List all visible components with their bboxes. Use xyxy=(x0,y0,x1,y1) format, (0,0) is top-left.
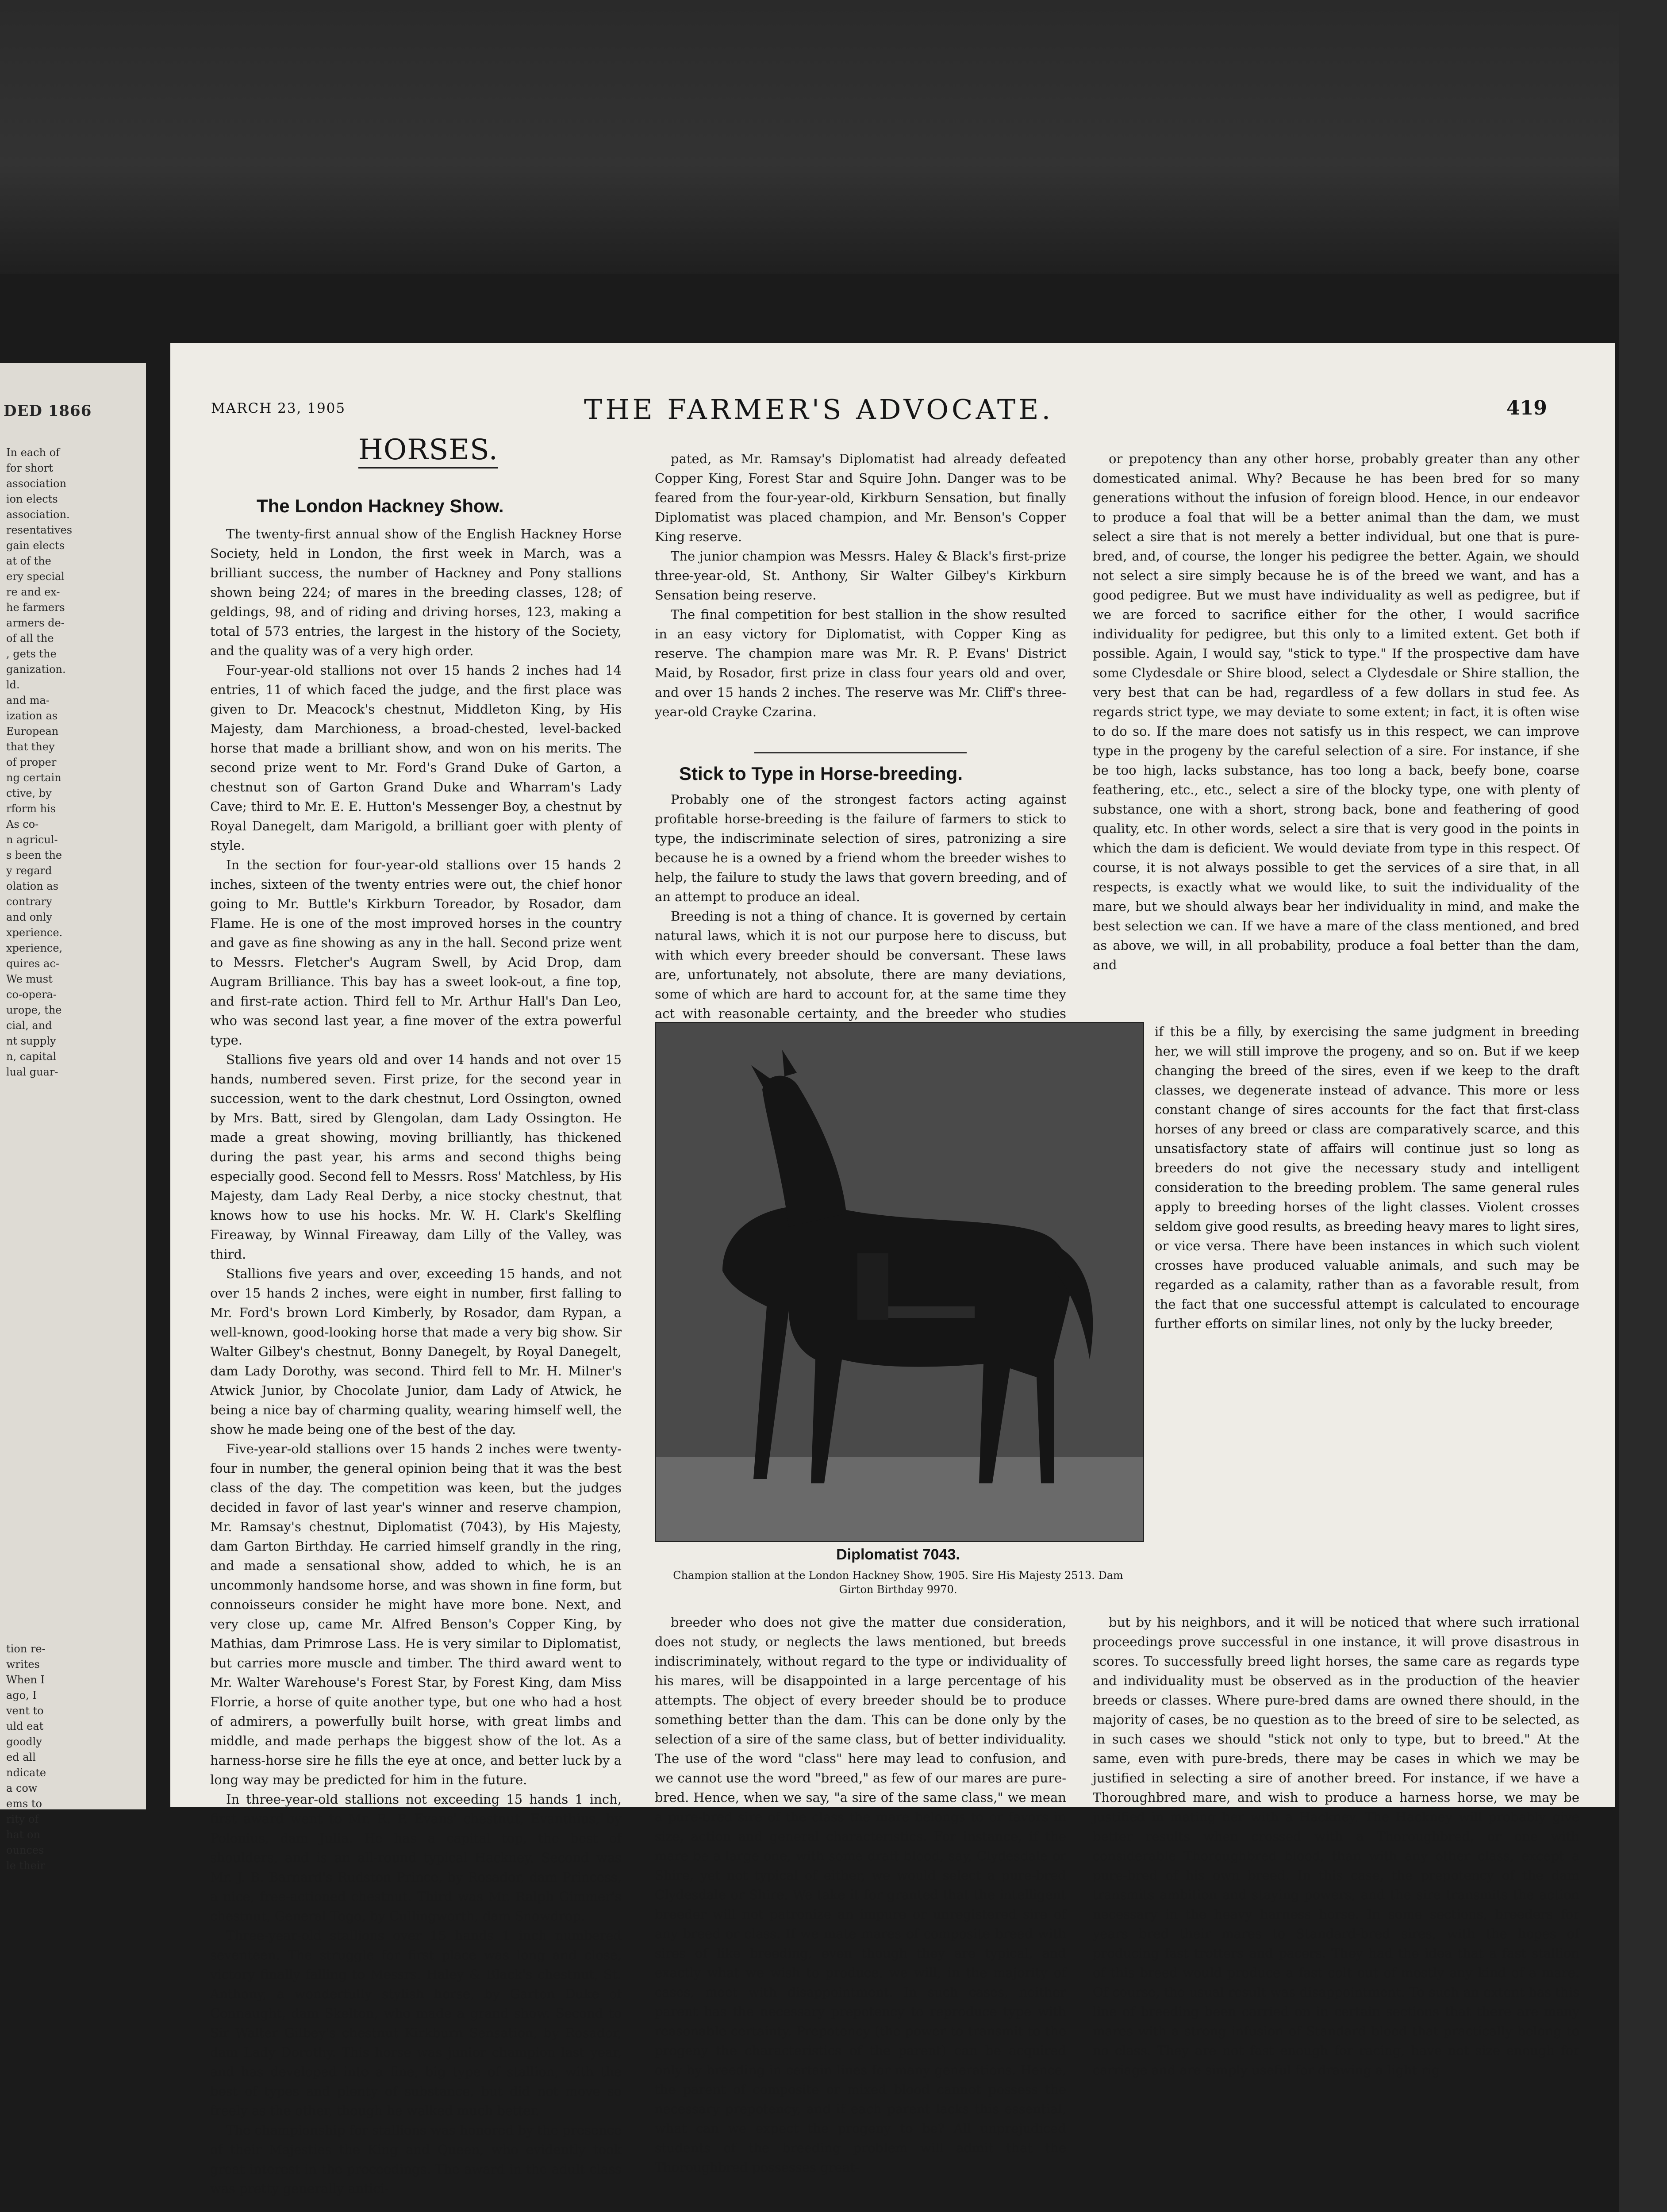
article1-column2 xyxy=(655,449,1066,745)
previous-page-line: urope, the xyxy=(6,1004,62,1016)
article1-paragraph: The twenty-first annual show of the English Hackney Horse Society, held in London, the first week in March, was a brilliant success, the number of Hackney and Pony stallions shown being 224; of mares in the breeding classes, 128; of geldings, 98, and of riding and driving horses, 123, making a total of 573 entries, the largest in the history of the Society, and the quality was of a very high order. xyxy=(210,526,622,658)
previous-page-line: nt supply xyxy=(6,1035,56,1047)
article1-paragraph: Four-year-old stallions not over 15 hands 2 inches had 14 entries, 11 of which faced the judge, and the first place was given to Dr. Meacock's chestnut, Middleton King, by His Majesty, dam Marchioness, a broad-chested, level-backed horse that made a brilliant show, and won on his merits. The second prize went to Mr. Ford's Grand Duke of Garton, a chestnut son of Garton Grand Duke and Wharram's Lady Cave; third to Mr. E. E. Hutton's Messenger Boy, a chestnut by Royal Danegelt, dam Marigold, a brilliant goer with plenty of style. xyxy=(210,663,622,853)
previous-page-line: ago, I xyxy=(6,1689,37,1701)
previous-page-line: ctive, by xyxy=(6,787,52,799)
previous-page-line: hat on xyxy=(6,1828,40,1841)
previous-page-line: ery special xyxy=(6,570,65,583)
article1-title: The London Hackney Show. xyxy=(257,495,504,516)
previous-page-line: European xyxy=(6,725,59,737)
previous-page-line: and ma- xyxy=(6,694,50,707)
previous-page-line: contrary xyxy=(6,895,52,908)
previous-page-line: tion re- xyxy=(6,1643,46,1655)
article1-paragraph: The final competition for best stallion in the show resulted in an easy victory for Diplomatist, with Copper King as reserve. The champion mare was Mr. R. P. Evans' District Maid, by Rosador, first prize in class four years old and over, and over 15 hands 2 inches. The reserve was Mr. Cliff's three-year-old Crayke Czarina. xyxy=(655,607,1066,719)
header-title: THE FARMER'S ADVOCATE. xyxy=(584,393,1054,426)
previous-page-line: y regard xyxy=(6,864,52,877)
previous-page-line: When I xyxy=(6,1674,45,1686)
previous-page-line: s been the xyxy=(6,849,62,861)
previous-page-line: of proper xyxy=(6,756,57,768)
article1-paragraph: Three-year-old stallions over 15 hands 1 inch numbered seventeen. The struggle for first place was long and close, victory finally falling to Messrs. Haley & Black's chestnut, St. Anthony, a wonderfully stylish horse, by Garton Duke of Connaught, dam Skelton, who made a grand show. Second to Sir Walter Gilbey's chestnut Kirkburn Sensation, by Rosador, dam Lady Dorothy. This horse was junior champion last year, and has developed into a fine, big type of stallion, with the best of types and plenty of substance, but did not move so freely as the other, though he walked much better. xyxy=(210,1928,622,2118)
article2-paragraph: but by his neighbors, and it will be noticed that where such irrational proceedings prove successful in one instance, it will prove disastrous in scores. To successfully breed light horses, the same care as regards type and individuality must be observed as in the production of the heavier breeds or classes. Where pure-bred dams are owned there should, in the majority of cases, be no question as to the breed of sire to be selected, as in such cases we should "stick not only to type, but to breed." At the same, even with pure-breds, there may be cases in which we may be justified in selecting a sire of another breed. For instance, if we have a Thoroughbred mare, and wish to produce a harness horse, we may be justified in mating her with a Hackney. The Hackney will probably give better results when crossed with a Thoroughbred, or one with considerable Thoroughbred blood, than with any other class, except a pure-bred of his own breed. In this case, the prepotency of the dam transmits ambition and staying powers, and the sire transmits the action necessary in the heavy harness horse. In some sections, breeders for years bred their mares to Standard-bred sires, with the hopes of producing fast trotters and pacers. They had the idea that a fast stallion of this breed would produce a fast colt out of mostly any kind of a mare. Of course, the usual result was disappointment. To such an extent has this line of breeding been carried on in certain sections that there are many mares with a strong infusion of Standard blood that practically belong to no class. They are not fast enough for racing, have not size enough for carriage and are simply useful for drawing a light rig xyxy=(1093,1615,1579,2078)
previous-page-line: of all the xyxy=(6,632,54,645)
film-strip-top xyxy=(0,0,1667,274)
previous-page-line: vent to xyxy=(6,1705,44,1717)
previous-page-header: DED 1866 xyxy=(4,402,92,420)
previous-page-line: olation as xyxy=(6,880,58,892)
previous-page-line: he farmers xyxy=(6,601,65,614)
article2-paragraph: Probably one of the strongest factors acting against profitable horse-breeding is the failure of farmers to stick to type, the indiscriminate selection of sires, patronizing a sire because he is a owned by a friend whom the breeder wishes to help, the failure to study the laws that govern breeding, and of an attempt to produce an ideal. xyxy=(655,792,1066,904)
article2-paragraph: Breeding is not a thing of chance. It is governed by certain natural laws, which it is not our purpose here to discuss, but with which every breeder should be conversant. These laws are, unfortunately, not absolute, there are many deviations, some of which are hard to account for, at the same time they act with reasonable certainty, and the breeder who studies xyxy=(655,909,1066,1021)
article2-column2-bottom xyxy=(655,1613,1066,2175)
article2-paragraph: or prepotency than any other horse, probably greater than any other domesticated animal. Why? Because he has been bred for so many generations without the infusion of foreign blood. Hence, in our endeavor to produce a foal that will be a better animal than the dam, we must select a sire that is not merely a better individual, but one that is pure-bred, and, of course, the longer his pedigree the better. Again, we should not select a sire simply because he is of the breed we want, and has a good pedigree. But we must have individuality as well as pedigree, but if we are forced to sacrifice either for the other, I would sacrifice individuality for pedigree, but this only to a limited extent. Get both if possible. Again, I would say, "stick to type." If the prospective dam have some Clydesdale or Shire blood, select a Clydesdale or Shire stallion, the very best that can be had, regardless of a few dollars in stud fee. As regards strict type, we may deviate to some extent; in fact, it is often wise to do so. If the mare does not satisfy us in this respect, we can improve type in the progeny by the careful selection of a sire. For instance, if she be too high, lacks substance, has too long a back, beefy bone, coarse feathering, etc., etc., select a sire of the blocky type, one with plenty of substance, one with a short, strong back, bone and feathering of good quality, etc. In other words, select a sire that is very good in the points in which the dam is deficient. We would deviate from type in this respect. Of course, it is not always possible to get the services of a sire that, in all respects, is exactly what we would like, to suit the individuality of the mare, but we should always bear her individuality in mind, and make the best selection we can. If we have a mare of the class mentioned, and bred as above, we will, in all probability, produce a foal better than the dam, and xyxy=(1093,451,1579,972)
article2-title: Stick to Type in Horse-breeding. xyxy=(679,763,963,784)
header-date: MARCH 23, 1905 xyxy=(211,400,346,416)
article1-paragraph: The championship for stallions was honored by the presence of their Majesties the King and Queen, who evidently took great interest in the proceedings. The award in the adult class was pretty generally antici- xyxy=(210,2123,622,2196)
previous-page-line: association xyxy=(6,477,67,490)
previous-page-line: As co- xyxy=(6,818,39,830)
previous-page-line: writes xyxy=(6,1658,40,1671)
previous-page-line: ems to xyxy=(6,1797,42,1810)
previous-page-line: In each of xyxy=(6,446,60,459)
article1-paragraph: The junior champion was Messrs. Haley & Black's first-prize three-year-old, St. Anthony, Sir Walter Gilbey's Kirkburn Sensation being reserve. xyxy=(655,549,1066,603)
previous-page-line: n agricul- xyxy=(6,833,58,846)
newspaper-page xyxy=(170,343,1615,2196)
previous-page-line: , gets the xyxy=(6,648,57,660)
previous-page-column-b xyxy=(6,1641,112,1874)
section-heading: HORSES. xyxy=(358,434,498,469)
previous-page-line: lual guar- xyxy=(6,1066,58,1078)
horse-illustration xyxy=(656,1023,1143,1541)
previous-page-line: le their xyxy=(6,1859,45,1872)
previous-page-line: rity of xyxy=(6,1813,39,1825)
previous-page-line: ld. xyxy=(6,679,20,691)
previous-page-line: ganization. xyxy=(6,663,66,676)
previous-page-line: ng certain xyxy=(6,772,61,784)
article1-paragraph: Stallions five years and over, exceeding 15 hands, and not over 15 hands 2 inches, were eight in number, first falling to Mr. Ford's brown Lord Kimberly, by Rosador, dam Rypan, a well-known, good-looking horse that made a very big show. Sir Walter Gilbey's chestnut, Bonny Danegelt, by Royal Danegelt, dam Lady Dorothy, was second. Third fell to Mr. H. Milner's Atwick Junior, by Chocolate Junior, dam Lady of Atwick, he being a nice bay of charming quality, wearing himself well, the show he made being one of the best of the day. xyxy=(210,1266,622,1437)
previous-page-line: re and ex- xyxy=(6,586,60,598)
previous-page-line: xperience. xyxy=(6,926,63,939)
previous-page-line: co-opera- xyxy=(6,988,57,1001)
previous-page-line: ion elects xyxy=(6,493,58,505)
figure-title: Diplomatist 7043. xyxy=(836,1546,960,1563)
previous-page-line: association. xyxy=(6,508,70,521)
previous-page-line: We must xyxy=(6,973,53,985)
previous-page-line: xperience, xyxy=(6,942,63,954)
previous-page-line: ed all xyxy=(6,1751,36,1763)
previous-page-line: a cow xyxy=(6,1782,38,1794)
previous-page-line: that they xyxy=(6,741,55,753)
article2-paragraph: breeder who does not give the matter due consideration, does not study, or neglects the laws mentioned, but breeds indiscriminately, without regard to the type or individuality of his mares, will be disappointed in a large percentage of his attempts. The object of every breeder should be to produce something better than the dam. This can be done only by the selection of a sire of the same class, but of better individuality. The use of the word "class" here may lead to confusion, and we cannot use the word "breed," as few of our mares are pure-bred. Hence, when we say, "a sire of the same class," we mean a pure-bred sire of the class the mare belongs to or favors in size, action and general characteristics. For instance, if the mare be a large one, with some draft blood, say, Clydesdale or Shire, yet not typical of either, we would select a pure-bred Clydesdale or Shire. We take it for granted that the intelligent breeder will not patronize an impure or unregistered sire of any breed or class. If we mate mares of composite breed with sires of like breeding, even though they are typical, and exactly what we wish to produce, we will, in the majority of cases, meet with disappointment. In such cases, neither parent has the necessary prepotency to reproduce type with reasonable certainty. Prepotency (the power to transmit to the progeny the characteristics of the parent) can be acquired only by breeding in certain lines for many generations. Hence, the parent of composite or mixed blood cannot possess the necessary prepotency, and if each parent lacks this essential, what can we expect the progeny to be? All unprejudiced students of the breeding problem will admit that the Thoroughbred possesses great- xyxy=(655,1615,1066,2175)
page-number: 419 xyxy=(1506,397,1547,419)
previous-page-line: gain elects xyxy=(6,539,65,552)
article2-column3-wrap: if this be a filly, by exercising the same judgment in breeding her, we will still improve the progeny, and so on. But if we keep changing the breed of the sires, even if we keep to the draft classes, we degenerate instead of advance. This more or less constant change of sires accounts for the fact that first-class horses of any breed or class are comparatively scarce, and this unsatisfactory state of affairs will continue just so long as breeders do not give the necessary study and intelligent consideration to the breeding problem. The same general rules apply to breeding horses of the light classes. Violent crosses seldom give good results, as breeding heavy mares to light sires, or vice versa. There have been instances in which such violent crosses have produced valuable animals, and such may be regarded as a calamity, rather than as a favorable result, from the fact that one successful attempt is calculated to encourage further efforts on similar lines, not only by the lucky breeder, xyxy=(1155,1024,1579,1331)
article1-paragraph: Stallions five years old and over 14 hands and not over 15 hands, numbered seven. First prize, for the second year in succession, went to the dark chestnut, Lord Ossington, owned by Mrs. Batt, sired by Glengolan, dam Lady Ossington. He made a great showing, moving brilliantly, has thickened during the past year, his arms and second thighs being especially good. Second fell to Messrs. Ross' Matchless, by His Majesty, dam Lady Real Derby, a nice stocky chestnut, that knows how to use his hocks. Mr. W. H. Clark's Skelfling Fireaway, by Winnal Fireaway, dam Lilly of the Valley, was third. xyxy=(210,1052,622,1262)
previous-page-line: quires ac- xyxy=(6,957,59,970)
article2-column2-top xyxy=(655,790,1066,1020)
previous-page-line: for short xyxy=(6,462,53,474)
previous-page-line: goodly xyxy=(6,1736,42,1748)
figure-caption: Champion stallion at the London Hackney Show, 1905. Sire His Majesty 2513. Dam Girton Birthday 9970. xyxy=(673,1569,1123,1596)
previous-page-line: ization as xyxy=(6,710,58,722)
previous-page-fragment xyxy=(0,363,146,1872)
previous-page-line: ounces xyxy=(6,1844,44,1856)
article2-column3-top xyxy=(1093,449,1579,1020)
previous-page-line: cial, and xyxy=(6,1019,52,1032)
scan-edge xyxy=(1619,0,1667,2212)
previous-page-line: n, capital xyxy=(6,1050,57,1063)
previous-page-line: resentatives xyxy=(6,524,73,536)
previous-page-column-a xyxy=(6,445,112,1080)
article2-column3-bottom xyxy=(1093,1613,1579,2078)
article-divider xyxy=(754,752,967,753)
article1-paragraph: In the section for four-year-old stallions over 15 hands 2 inches, sixteen of the twenty entries were out, the chief honor going to Mr. Buttle's Kirkburn Toreador, by Rosador, dam Flame. He is one of the most improved horses in the country and gave as fine showing as any in the hall. Second prize went to Messrs. Fletcher's Augram Swell, by Acid Drop, dam Augram Brilliance. This bay has a sweet look-out, a fine top, and first-rate action. Third fell to Mr. Arthur Hall's Dan Leo, who was second last year, a fine mover of the extra powerful type. xyxy=(210,857,622,1048)
previous-page-line: and only xyxy=(6,911,52,923)
previous-page-line: at of the xyxy=(6,555,51,567)
previous-page-line: rform his xyxy=(6,803,56,815)
article1-paragraph: pated, as Mr. Ramsay's Diplomatist had already defeated Copper King, Forest Star and Squire John. Danger was to be feared from the four-year-old, Kirkburn Sensation, but finally Diplomatist was placed champion, and Mr. Benson's Copper King reserve. xyxy=(655,451,1066,544)
previous-page-line: armers de- xyxy=(6,617,65,629)
article1-column1 xyxy=(210,524,622,2196)
article1-paragraph: In three-year-old stallions not exceeding 15 hands 1 inch, first award went to Mr. R. P. Evans' chestnut, Evanthius, by Polonius, dam Julia. He has a capital top, the best of shoulders, and is an all-round typical Hackney. Second was Mr. J. B. Barnard's Rudston Prince, by Rosador, dam Princess, a nice, free-actioned chestnut. Third was Mr. Ralph Gimmer's chestnut, General Togo, by Cullingworth, dam Snowdrop. xyxy=(210,1792,622,1924)
article1-paragraph: Five-year-old stallions over 15 hands 2 inches were twenty-four in number, the general opinion being that it was the best class of the day. The competition was keen, but the judges decided in favor of last year's winner and reserve champion, Mr. Ramsay's chestnut, Diplomatist (7043), by His Majesty, dam Garton Birthday. He carried himself grandly in the ring, and made a sensational show, added to which, he is an uncommonly handsome horse, and was shown in fine form, but connoisseurs consider he might have more bone. Next, and very close up, came Mr. Alfred Benson's Copper King, by Mathias, dam Primrose Lass. He is very similar to Diplomatist, but carries more muscle and timber. The third award went to Mr. Walter Warehouse's Forest Star, by Forest King, dam Miss Florrie, a horse of quite another type, but one who had a host of admirers, a powerfully built horse, with great limbs and middle, and made perhaps the biggest show of the lot. As a harness-horse sire he fills the eye at once, and better luck by a long way may be predicted for him in the future. xyxy=(210,1441,622,1787)
previous-page-line: uld eat xyxy=(6,1720,44,1732)
previous-page-line: ndicate xyxy=(6,1767,46,1779)
horse-photograph xyxy=(655,1022,1144,1542)
